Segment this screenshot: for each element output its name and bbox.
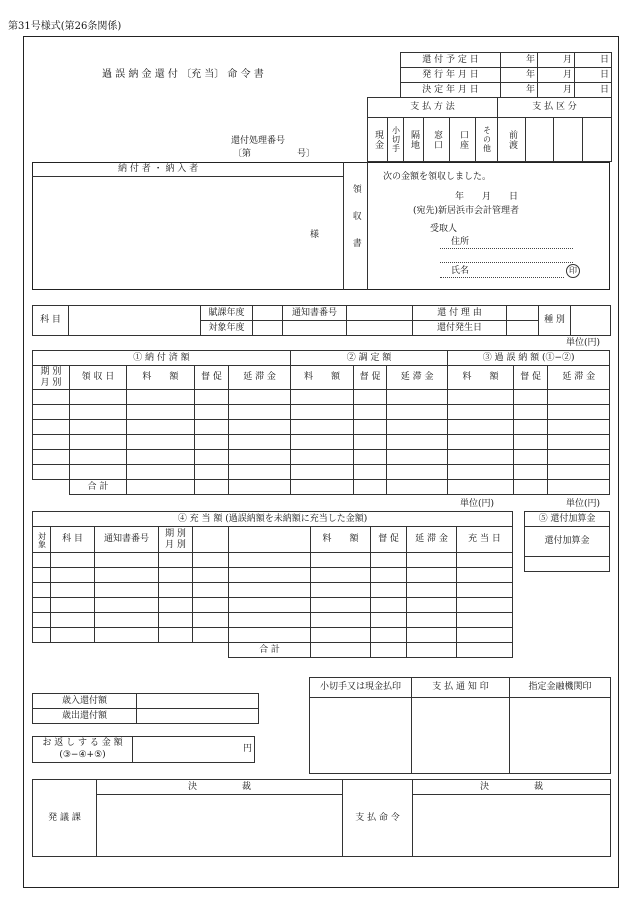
form-title: 過 誤 納 金 還 付 〔充 当〕 命 令 書	[102, 69, 264, 80]
table1-total: 合 計	[69, 480, 126, 495]
receipt-statement: 次の金額を領収しました。	[383, 172, 492, 182]
section-chotei: ② 調 定 額	[290, 351, 447, 366]
date-label-hakko: 発 行 年 月 日	[401, 68, 501, 83]
form-number: 第31号様式(第26条関係)	[8, 21, 122, 32]
payment-category-header: 支 払 区 分	[498, 98, 612, 118]
kamoku-label: 科 目	[33, 306, 69, 336]
stamp-table	[309, 677, 611, 774]
stamp-kinyu-kikan: 指定金融機関印	[510, 678, 611, 698]
payer-sama: 様	[310, 230, 320, 240]
refund-table: ① 納 付 済 額 ② 調 定 額 ③ 過 誤 納 額 (①−②) 期 別 月 別 領 収 日 料 額 督 促 延 滞 金 料 額 督 促 延 滞 金 料 額 督 促 延 滞 金 合 計	[32, 350, 610, 495]
seal-mark: 印	[566, 264, 580, 278]
stamp-shiharai-tsuchi: 支 払 通 知 印	[412, 678, 510, 698]
unit-label-3: 単位(円)	[566, 499, 601, 509]
okaeshi-label: お 返 し す る 金 額	[42, 737, 123, 748]
unit-label-1: 単位(円)	[566, 338, 601, 348]
juto-title: ④ 充 当 額 (過誤納額を未納額に充当した金額)	[33, 512, 513, 527]
hatsugi-label: 発 議 課	[33, 780, 97, 857]
payment-method-header: 支 払 方 法	[368, 98, 498, 118]
processing-label: 還付処理番号	[231, 136, 286, 146]
kessai-header-right: 決 裁	[413, 780, 611, 795]
section-nofuzumi: ① 納 付 済 額	[33, 351, 291, 366]
shubetsu-label: 種 別	[539, 306, 571, 336]
date-table: 還 付 予 定 日 年 月 日 発 行 年 月 日 年 月 日 決 定 年 月 日 年 月 日	[400, 52, 612, 98]
section-kagono: ③ 過 誤 納 額 (①−②)	[448, 351, 610, 366]
stamp-kogitte: 小切手又は現金払印	[310, 678, 412, 698]
date-label-kanpu: 還 付 予 定 日	[401, 53, 501, 68]
receipt-label: 領収書	[350, 184, 361, 265]
okaeshi-table: お 返 し す る 金 額 (③−④+⑤) 円	[32, 736, 255, 763]
kasan-title: ⑤ 還付加算金	[525, 512, 610, 527]
payer-header: 納 付 者 ・ 納 入 者	[118, 164, 199, 174]
kasan-table: ⑤ 還付加算金 還付加算金	[524, 511, 610, 572]
subject-table: 科 目 賦課年度 通知書番号 還 付 理 由 種 別 対象年度 還付発生日	[32, 305, 611, 336]
approval-table	[32, 779, 611, 857]
kanpu-table: 歳入還付額 歳出還付額	[32, 693, 259, 724]
shiharai-label: 支 払 命 令	[343, 780, 413, 857]
juto-table: ④ 充 当 額 (過誤納額を未納額に充当した金額) 対象 科 目 通知書番号 期 別 月 別 料 額 督 促 延 滞 金 充 当 日 合 計	[32, 511, 513, 658]
receipt-addressee: (宛先)新居浜市会計管理者	[413, 206, 520, 216]
payer-receipt-block	[32, 162, 610, 290]
payment-table: 支 払 方 法 支 払 区 分 現金 小切手 隔地 窓口 口座 その他 前渡	[367, 97, 612, 162]
kessai-header-left: 決 裁	[97, 780, 343, 795]
table2-total: 合 計	[229, 643, 311, 658]
okaeshi-yen: 円	[133, 737, 255, 763]
unit-label-2: 単位(円)	[460, 499, 495, 509]
date-label-kettei: 決 定 年 月 日	[401, 83, 501, 98]
